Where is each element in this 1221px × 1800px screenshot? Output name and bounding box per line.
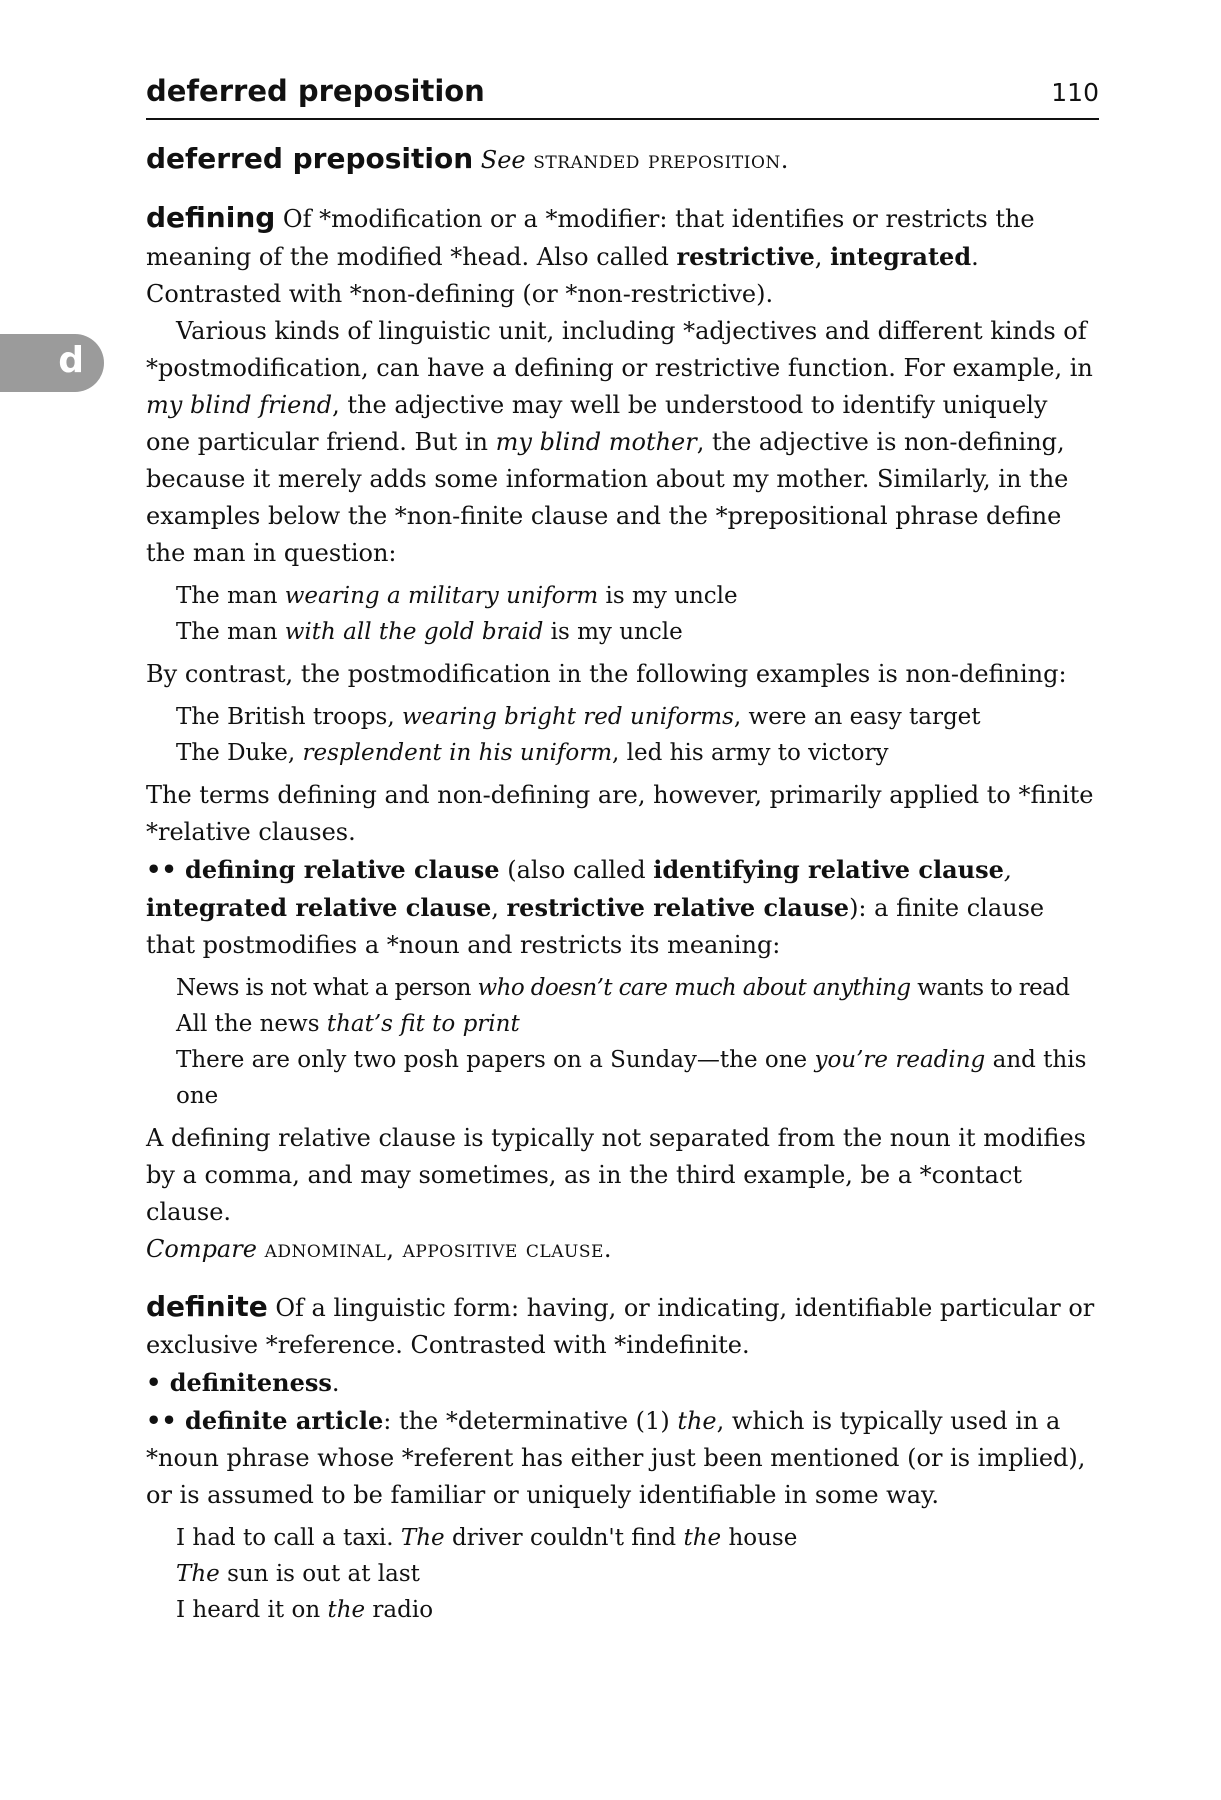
- italic-example: you’re reading: [814, 1047, 986, 1073]
- entry-definite: [146, 1288, 1099, 1628]
- example-block: [176, 1520, 1099, 1628]
- bullet-marker: •: [146, 1368, 170, 1397]
- text: The British troops,: [176, 704, 402, 730]
- bold-term: restrictive: [676, 242, 815, 271]
- bold-term: definite article: [185, 1406, 384, 1435]
- italic-example: my blind friend: [146, 391, 333, 419]
- italic-example: The: [176, 1561, 220, 1587]
- text: News is not what a person: [176, 975, 478, 1001]
- body-paragraph: By contrast, the postmodification in the following examples is non-defining:: [146, 660, 1067, 688]
- example-line: [176, 1042, 1099, 1114]
- definition-paragraph: [146, 199, 1099, 313]
- text: The man: [176, 583, 285, 609]
- definition-text: Of a linguistic form: having, or indicating, identifiable particular or exclusive *reference. Contrasted with *indefinite.: [146, 1294, 1095, 1359]
- bold-term: defining relative clause: [185, 855, 500, 884]
- text: The Duke,: [176, 740, 303, 766]
- example-line: [176, 735, 1099, 771]
- text: .: [331, 1369, 340, 1397]
- example-line: [176, 614, 1099, 650]
- italic-example: resplendent in his uniform: [302, 740, 613, 766]
- definition-paragraph: [146, 1288, 1099, 1364]
- running-head-title: deferred preposition: [146, 74, 485, 108]
- italic-example: the: [677, 1407, 717, 1435]
- example-block: [176, 699, 1099, 771]
- running-head: [146, 74, 1099, 120]
- example-block: [176, 970, 1099, 1114]
- example-block: [176, 578, 1099, 650]
- subentry-paragraph: [146, 1364, 1099, 1402]
- text: There are only two posh papers on a Sunday—the one: [176, 1047, 815, 1073]
- bold-term: definiteness: [169, 1368, 332, 1397]
- example-line: [176, 1556, 1099, 1592]
- example-line: [176, 699, 1099, 735]
- bold-term: integrated: [830, 242, 972, 271]
- entry-deferred-preposition: [146, 140, 1099, 179]
- text: wants to read: [910, 975, 1070, 1001]
- bullet-marker: ••: [146, 855, 186, 884]
- italic-example: the: [327, 1597, 366, 1623]
- italic-example: the: [683, 1525, 722, 1551]
- text: radio: [365, 1597, 434, 1623]
- text: is my uncle: [543, 619, 683, 645]
- cross-reference: adnominal, appositive clause.: [264, 1235, 613, 1263]
- text: and this one: [176, 1047, 1087, 1109]
- italic-example: wearing bright red uniforms: [401, 704, 734, 730]
- subentry-paragraph: [146, 1402, 1099, 1514]
- body-paragraph: The terms defining and non-defining are, however, primarily applied to *finite *relative clauses.: [146, 781, 1094, 846]
- text: I heard it on: [176, 1597, 328, 1623]
- italic-example: The: [400, 1525, 445, 1551]
- headword: definite: [146, 1290, 268, 1323]
- bullet-marker: ••: [146, 1406, 186, 1435]
- thumb-index-tab: [0, 334, 104, 392]
- italic-example: my blind mother: [495, 428, 697, 456]
- compare-line: [146, 1231, 1099, 1268]
- bold-term: restrictive relative clause: [506, 893, 850, 922]
- text: The man: [176, 619, 285, 645]
- compare-label: Compare: [146, 1235, 257, 1263]
- italic-example: with all the gold braid: [284, 619, 544, 645]
- thumb-index-letter: d: [58, 340, 84, 381]
- headword: defining: [146, 201, 276, 234]
- text: : the *determinative (1): [383, 1407, 678, 1435]
- text: , which is typically used in a *noun phrase whose *referent has either just been mentioned (or is implied), or is assumed to be familiar or uniquely identifiable in some way.: [146, 1407, 1086, 1509]
- text: (also called: [499, 856, 654, 884]
- example-line: [176, 970, 1099, 1006]
- text: , the adjective may well be understood to identify uniquely one particular friend. But in: [146, 391, 1048, 456]
- bold-term: integrated relative clause: [146, 893, 492, 922]
- text: ): a finite clause that postmodifies a *noun and restricts its meaning:: [146, 894, 1045, 959]
- example-line: [176, 1006, 1099, 1042]
- italic-example: who doesn’t care much about anything: [477, 975, 911, 1001]
- headword: deferred preposition: [146, 142, 474, 175]
- text: , the adjective is non-defining, because it merely adds some information about my mother. Similarly, in the examples below the *non-finite clause and the *prepositional phrase define the man in question:: [146, 428, 1069, 567]
- text: , led his army to victory: [612, 740, 889, 766]
- see-label: See: [480, 146, 526, 174]
- text: , were an easy target: [733, 704, 981, 730]
- example-line: [176, 1592, 1099, 1628]
- subentry-paragraph: [146, 851, 1099, 964]
- definition-text: . Contrasted with *non-defining (or *non-restrictive).: [146, 243, 979, 308]
- page-number: 110: [1051, 78, 1099, 107]
- entry-defining: [146, 199, 1099, 1268]
- body-paragraph: A defining relative clause is typically not separated from the noun it modifies by a comma, and may sometimes, as in the third example, be a *contact clause.: [146, 1124, 1086, 1226]
- body-paragraph: [146, 313, 1099, 572]
- text: sun is out at last: [219, 1561, 420, 1587]
- text: ,: [1003, 856, 1012, 884]
- text: driver couldn't find: [444, 1525, 684, 1551]
- text: I had to call a taxi.: [176, 1525, 401, 1551]
- example-line: [176, 1520, 1099, 1556]
- example-line: [176, 578, 1099, 614]
- bold-term: identifying relative clause: [653, 855, 1004, 884]
- page-content: [146, 140, 1099, 1646]
- cross-reference: stranded preposition.: [533, 146, 789, 174]
- text: Various kinds of linguistic unit, including *adjectives and different kinds of *postmodification, can have a defining or restrictive function. For example, in: [146, 317, 1093, 382]
- definition-text: Of *modification or a *modifier: that identifies or restricts the meaning of the modified *head. Also called: [146, 205, 1035, 271]
- text: is my uncle: [598, 583, 738, 609]
- text: All the news: [176, 1011, 327, 1037]
- text: house: [721, 1525, 798, 1551]
- italic-example: wearing a military uniform: [284, 583, 599, 609]
- text: ,: [491, 894, 507, 922]
- text: ,: [814, 243, 831, 271]
- italic-example: that’s fit to print: [326, 1011, 520, 1037]
